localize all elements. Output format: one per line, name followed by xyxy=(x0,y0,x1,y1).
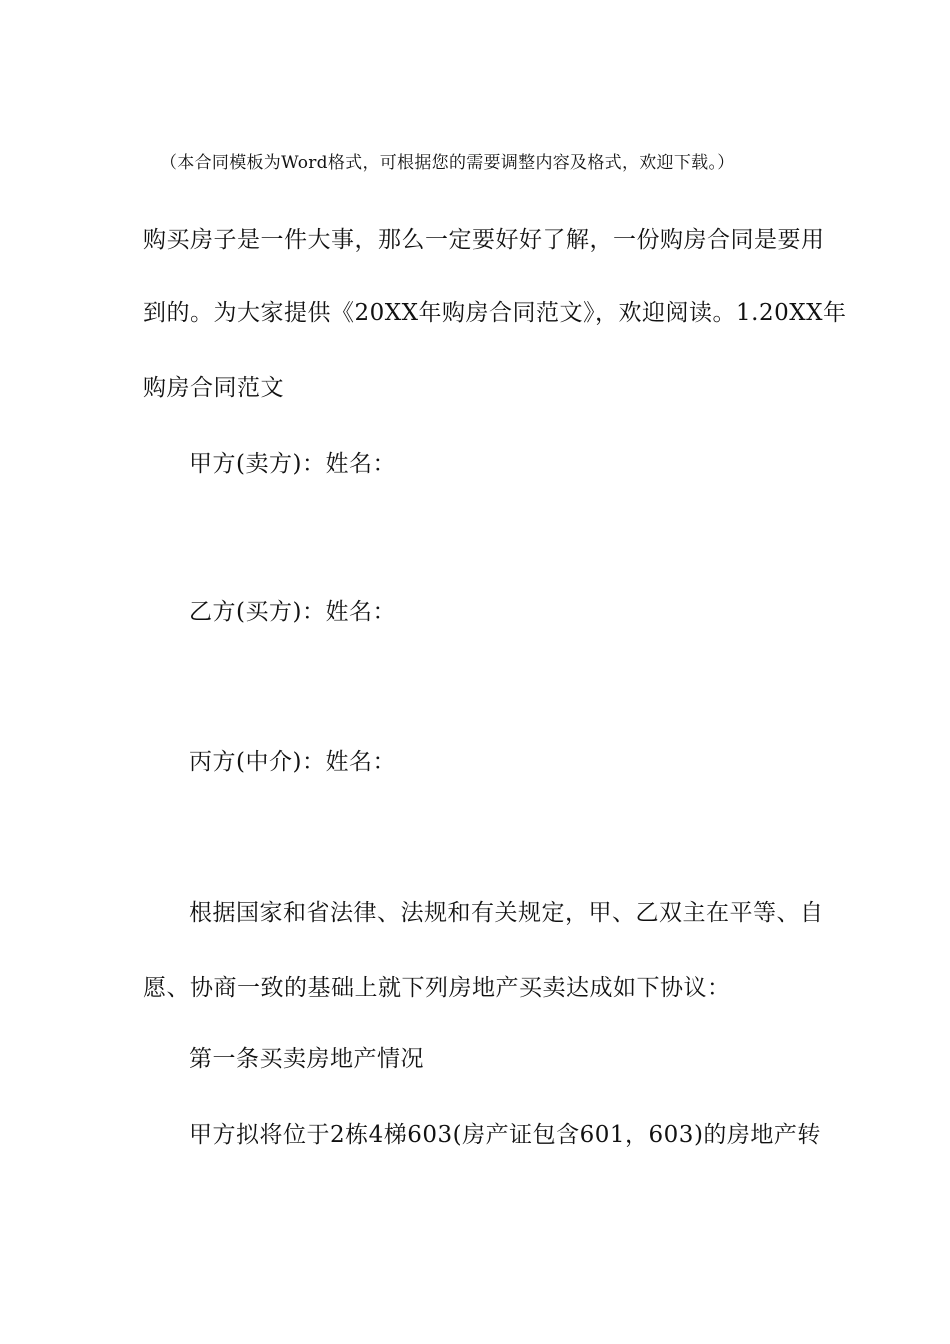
party-c-line: 丙方(中介)：姓名： xyxy=(189,749,396,775)
article-1-text: 甲方拟将位于2栋4梯603(房产证包含601，603)的房地产转 xyxy=(189,1122,821,1148)
basis-line-1: 根据国家和省法律、法规和有关规定，甲、乙双主在平等、自 xyxy=(189,900,824,926)
intro-line-3: 购房合同范文 xyxy=(143,375,284,401)
article-1-title: 第一条买卖房地产情况 xyxy=(189,1046,424,1072)
basis-line-2: 愿、协商一致的基础上就下列房地产买卖达成如下协议： xyxy=(143,975,731,1001)
intro-line-1: 购买房子是一件大事，那么一定要好好了解，一份购房合同是要用 xyxy=(143,227,825,253)
party-b-line: 乙方(买方)：姓名： xyxy=(189,599,396,625)
intro-line-2: 到的。为大家提供《20XX年购房合同范文》，欢迎阅读。1.20XX年 xyxy=(143,300,847,326)
template-note: （本合同模板为Word格式，可根据您的需要调整内容及格式，欢迎下载。） xyxy=(160,153,735,173)
party-a-line: 甲方(卖方)：姓名： xyxy=(189,451,396,477)
